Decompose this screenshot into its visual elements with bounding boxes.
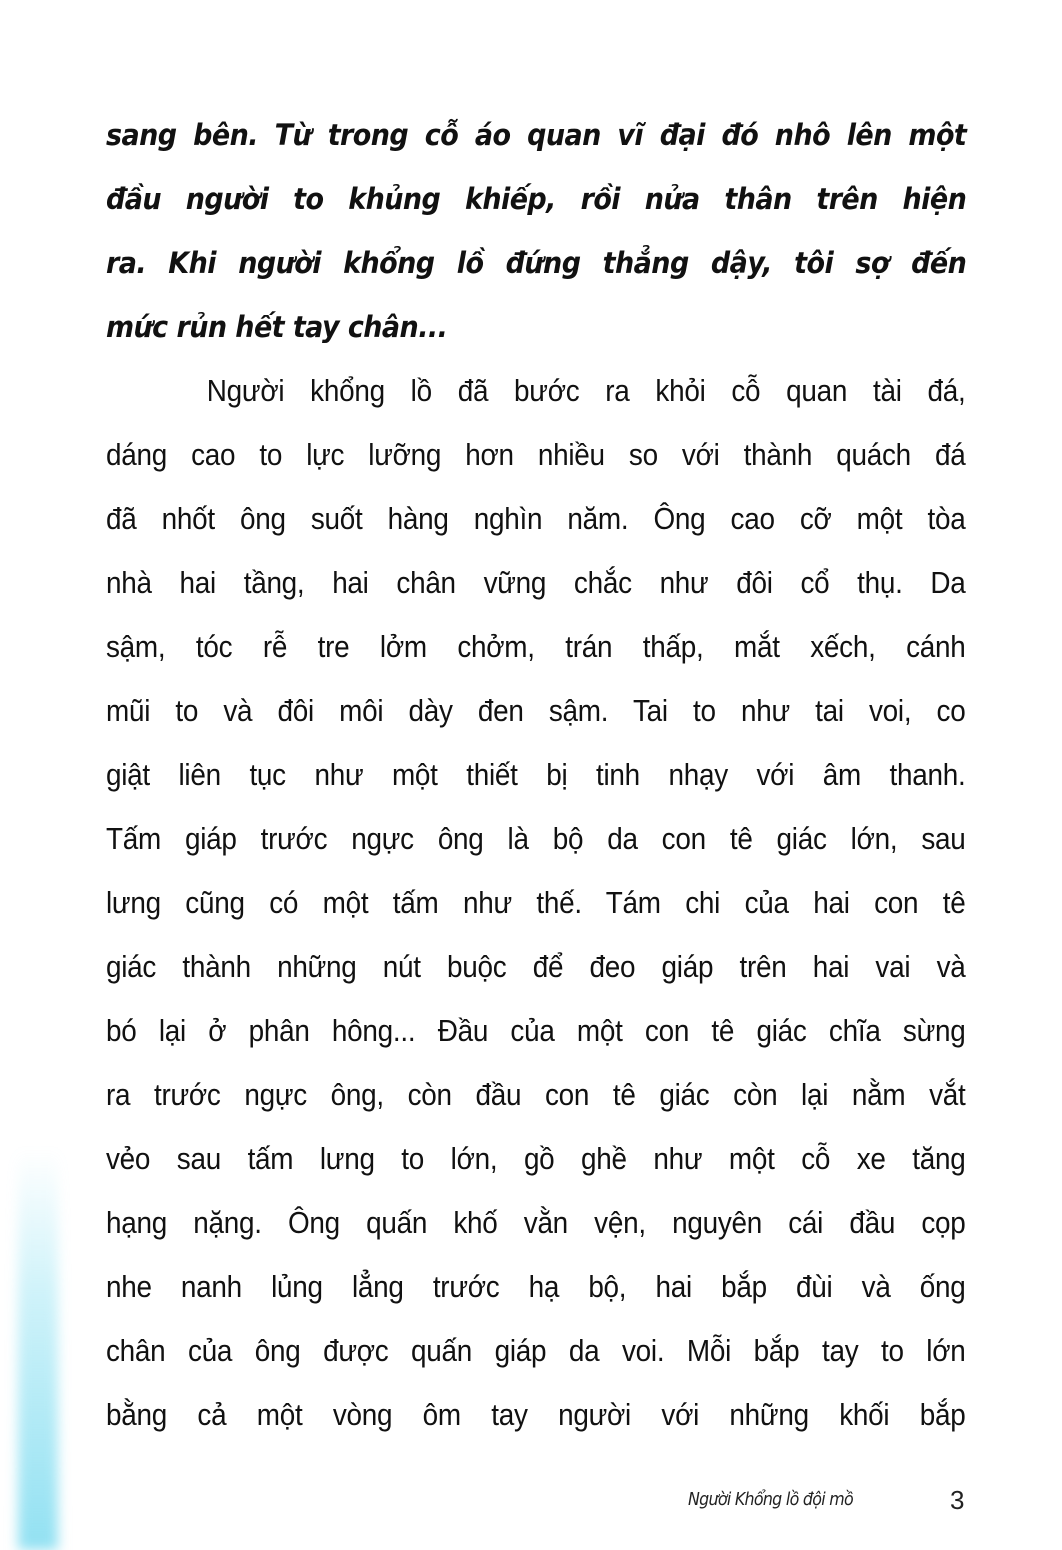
page-footer xyxy=(688,1480,965,1520)
page-number: 3 xyxy=(950,1485,965,1515)
paragraph-italic-excerpt xyxy=(106,103,966,359)
running-title: Người Khổng lồ đội mồ xyxy=(688,1489,853,1510)
text-line: sậm, tóc rễ tre lởm chởm, trán thấp, mắt xếch, cánh xyxy=(106,629,966,664)
text-line: Người khổng lồ đã bước ra khỏi cỗ quan tài đá, xyxy=(206,373,966,408)
text-line: bằng cả một vòng ôm tay người với những khối bắp xyxy=(106,1397,966,1432)
paragraph-body xyxy=(106,359,966,1447)
text-line: hạng nặng. Ông quấn khố vằn vện, nguyên cái đầu cọp xyxy=(106,1205,966,1240)
page-body xyxy=(106,103,966,1447)
text-line: dáng cao to lực lưỡng hơn nhiều so với thành quách đá xyxy=(106,437,966,472)
text-line: đầu người to khủng khiếp, rồi nửa thân trên hiện xyxy=(106,182,967,216)
text-line: vẻo sau tấm lưng to lớn, gồ ghề như một cỗ xe tăng xyxy=(106,1141,966,1176)
text-line: Tấm giáp trước ngực ông là bộ da con tê giác lớn, sau xyxy=(106,821,966,856)
scan-edge-tint xyxy=(18,1150,58,1550)
text-line: giác thành những nút buộc để đeo giáp trên hai vai và xyxy=(106,949,966,984)
text-line: chân của ông được quấn giáp da voi. Mỗi bắp tay to lớn xyxy=(106,1333,966,1368)
text-line: ra. Khi người khổng lồ đứng thẳng dậy, tôi sợ đến xyxy=(106,246,967,280)
text-line: nhe nanh lủng lẳng trước hạ bộ, hai bắp đùi và ống xyxy=(106,1269,966,1304)
text-line: ra trước ngực ông, còn đầu con tê giác còn lại nằm vắt xyxy=(106,1077,966,1112)
text-line: lưng cũng có một tấm như thế. Tám chi của hai con tê xyxy=(106,885,966,920)
text-line: giật liên tục như một thiết bị tinh nhạy với âm thanh. xyxy=(106,757,966,792)
text-line: sang bên. Từ trong cỗ áo quan vĩ đại đó nhô lên một xyxy=(106,118,967,152)
text-line: đã nhốt ông suốt hàng nghìn năm. Ông cao cỡ một tòa xyxy=(106,501,966,536)
text-line: bó lại ở phân hông... Đầu của một con tê giác chĩa sừng xyxy=(106,1013,966,1048)
text-line: nhà hai tầng, hai chân vững chắc như đôi cổ thụ. Da xyxy=(106,565,966,600)
text-line: mức rủn hết tay chân... xyxy=(106,310,448,344)
text-line: mũi to và đôi môi dày đen sậm. Tai to như tai voi, co xyxy=(106,693,966,728)
